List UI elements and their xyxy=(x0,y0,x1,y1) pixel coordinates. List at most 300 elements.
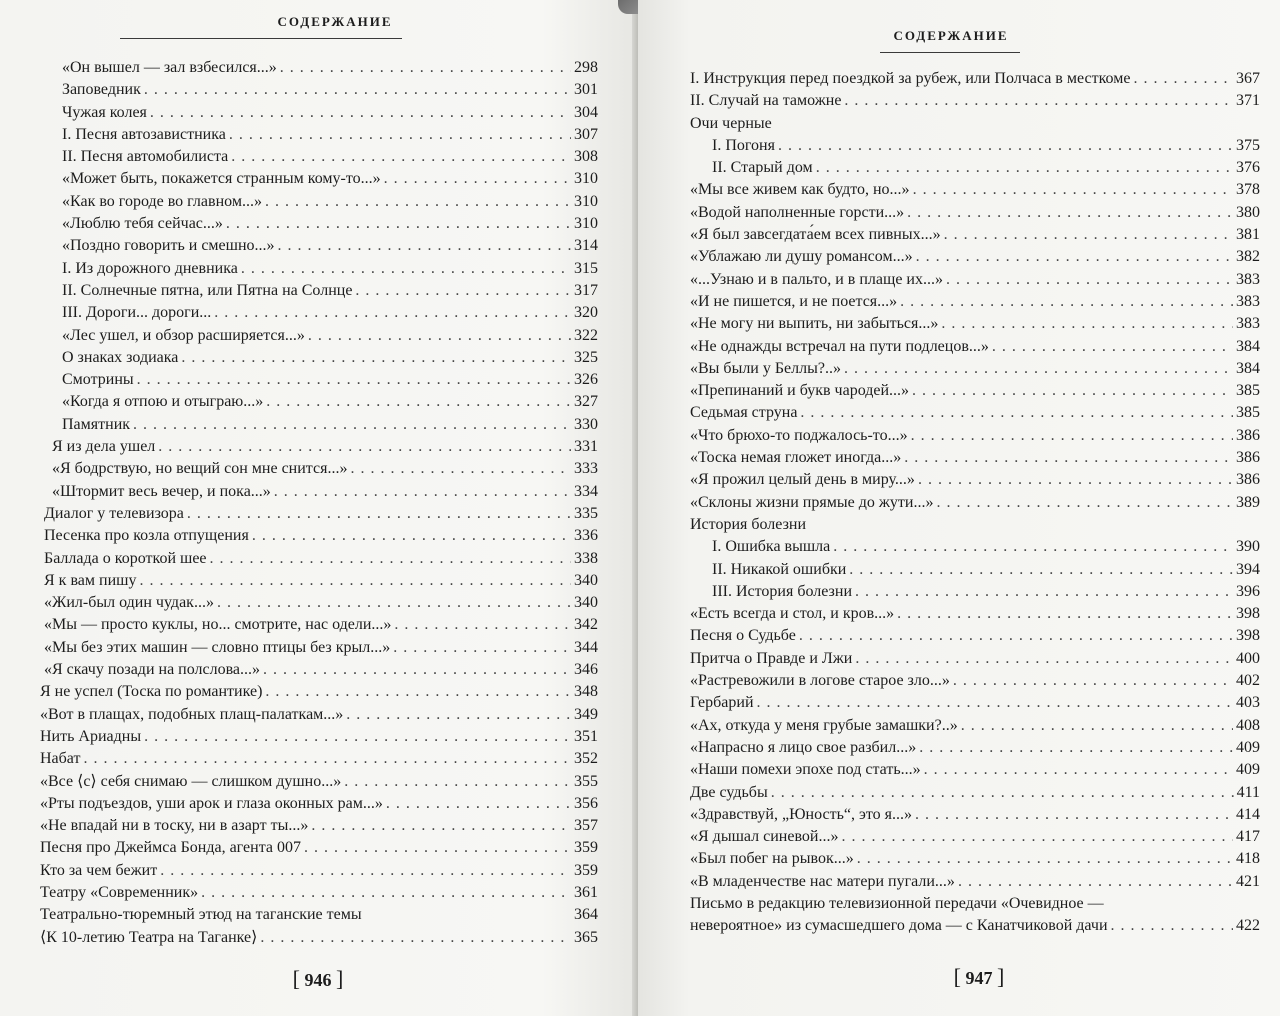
toc-leader-dots xyxy=(913,179,1233,201)
toc-leader-dots xyxy=(229,124,571,146)
toc-entry xyxy=(690,157,1260,179)
toc-entry xyxy=(690,202,1260,224)
toc-entry-title: Театрально-тюремный этюд на таганские темы xyxy=(40,906,362,924)
toc-entry xyxy=(40,592,598,614)
toc-leader-dots xyxy=(911,425,1233,447)
toc-entry xyxy=(40,458,598,480)
toc-entry xyxy=(40,882,598,904)
toc-entry-title: Седьмая струна xyxy=(690,404,798,422)
toc-entry xyxy=(40,525,598,547)
toc-leader-dots xyxy=(393,637,571,659)
toc-entry-title: Набат xyxy=(40,750,81,768)
toc-entry-page: 421 xyxy=(1236,872,1260,890)
toc-entry xyxy=(690,224,1260,246)
toc-leader-dots xyxy=(214,302,571,324)
toc-entry-title: «Штормит весь вечер, и пока...» xyxy=(52,482,271,500)
toc-leader-dots xyxy=(757,692,1234,714)
toc-entry-title: II. Случай на таможне xyxy=(690,92,842,110)
toc-entry-page: 352 xyxy=(574,750,598,768)
toc-entry-title: II. Песня автомобилиста xyxy=(62,148,229,166)
toc-leader-dots xyxy=(263,659,571,681)
toc-entry xyxy=(40,146,598,168)
toc-entry-page: 409 xyxy=(1236,761,1260,779)
toc-leader-dots xyxy=(924,759,1233,781)
toc-entry xyxy=(690,848,1260,870)
toc-entry xyxy=(690,291,1260,313)
toc-entry-title: «Когда я отпою и отыграю...» xyxy=(62,393,264,411)
toc-entry-page: 334 xyxy=(574,482,598,500)
toc-entry xyxy=(690,402,1260,424)
toc-entry-page: 326 xyxy=(574,371,598,389)
toc-entry-title: II. Никакой ошибки xyxy=(712,560,847,578)
toc-entry-page: 375 xyxy=(1236,136,1260,154)
toc-entry-title: «Все ⟨с⟩ себя снимаю — слишком душно...» xyxy=(40,772,342,790)
toc-entry-page: 356 xyxy=(574,794,598,812)
toc-entry-page: 330 xyxy=(574,415,598,433)
toc-entry-page: 383 xyxy=(1236,292,1260,310)
toc-entry-title: «В младенчестве нас матери пугали...» xyxy=(690,872,955,890)
toc-entry-title: I. Из дорожного дневника xyxy=(62,259,238,277)
toc-leader-dots xyxy=(252,525,571,547)
toc-leader-dots xyxy=(158,436,571,458)
page-number-left-value: 946 xyxy=(304,970,332,990)
toc-entry-page: 384 xyxy=(1236,359,1260,377)
toc-entry-title: «Мы все живем как будто, но...» xyxy=(690,181,910,199)
toc-entry xyxy=(690,625,1260,647)
toc-entry-title: «Лес ушел, и обзор расширяется...» xyxy=(62,326,305,344)
toc-entry-title: Притча о Правде и Лжи xyxy=(690,649,853,667)
toc-leader-dots xyxy=(160,860,571,882)
toc-entry xyxy=(690,715,1260,737)
toc-leader-dots xyxy=(855,648,1233,670)
toc-entry xyxy=(40,815,598,837)
toc-entry xyxy=(690,804,1260,826)
toc-entry-page: 327 xyxy=(574,393,598,411)
toc-leader-dots xyxy=(953,670,1233,692)
toc-entry-title: «Я дышал синевой...» xyxy=(690,828,839,846)
toc-entry-title: Я из дела ушел xyxy=(52,438,156,456)
toc-entry-page: 310 xyxy=(574,192,598,210)
toc-entry-page: 355 xyxy=(574,772,598,790)
toc-leader-dots xyxy=(308,325,571,347)
toc-entry-title: «Он вышел — зал взбесился...» xyxy=(62,59,277,76)
toc-entry-title: История болезни xyxy=(690,515,807,533)
toc-entry xyxy=(40,235,598,257)
toc-entry-page: 357 xyxy=(574,817,598,835)
toc-leader-dots xyxy=(897,603,1233,625)
toc-entry xyxy=(690,113,1260,135)
toc-entry-page: 384 xyxy=(1236,337,1260,355)
toc-entry xyxy=(690,179,1260,201)
toc-entry-page: 320 xyxy=(574,304,598,322)
toc-leader-dots xyxy=(936,492,1233,514)
toc-entry-title: «Я был завсегдата́ем всех пивных...» xyxy=(690,226,941,244)
running-head-rule-left xyxy=(120,38,402,39)
toc-leader-dots xyxy=(946,269,1233,291)
toc-entry-title: I. Песня автозавистника xyxy=(62,125,226,143)
toc-entry-page: 385 xyxy=(1236,404,1260,422)
page-number-right: [ 947 ] xyxy=(953,964,1005,989)
toc-entry-title: I. Инструкция перед поездкой за рубеж, или Полчаса в месткоме xyxy=(690,70,1131,87)
toc-entry-title: ⟨К 10-летию Театра на Таганке⟩ xyxy=(40,928,258,946)
toc-entry xyxy=(690,536,1260,558)
toc-entry-title: «Вот в плащах, подобных плащ-палаткам...» xyxy=(40,705,344,723)
toc-entry xyxy=(40,325,598,347)
toc-entry xyxy=(690,68,1260,90)
toc-entry-page: 364 xyxy=(574,906,598,924)
toc-entry xyxy=(40,503,598,525)
toc-entry-page: 411 xyxy=(1236,783,1260,801)
toc-entry-page: 422 xyxy=(1236,917,1260,935)
toc-leader-dots xyxy=(346,704,571,726)
toc-entry-title: «Был побег на рывок...» xyxy=(690,850,854,868)
toc-leader-dots xyxy=(278,235,571,257)
toc-entry-title: «Что брюхо-то поджалось-то...» xyxy=(690,426,908,444)
toc-entry-title: «Ах, откуда у меня грубые замашки?..» xyxy=(690,716,958,734)
toc-entry xyxy=(40,927,598,949)
toc-entry-page: 385 xyxy=(1236,382,1260,400)
toc-leader-dots xyxy=(217,592,571,614)
toc-entry-page: 409 xyxy=(1236,738,1260,756)
toc-entry-title: «Поздно говорить и смешно...» xyxy=(62,237,275,255)
toc-entry-title: «Не могу ни выпить, ни забыться...» xyxy=(690,315,939,333)
toc-entry xyxy=(690,246,1260,268)
toc-entry-page: 390 xyxy=(1236,538,1260,556)
toc-entry xyxy=(690,670,1260,692)
toc-entry-title: Памятник xyxy=(62,415,131,433)
toc-leader-dots xyxy=(844,90,1233,112)
toc-entry-page: 418 xyxy=(1236,850,1260,868)
toc-leader-dots xyxy=(1111,915,1234,937)
toc-leader-dots xyxy=(241,258,571,280)
toc-leader-dots xyxy=(181,347,571,369)
toc-leader-dots xyxy=(201,882,571,904)
toc-entry xyxy=(40,258,598,280)
toc-entry xyxy=(40,748,598,770)
toc-entry xyxy=(690,514,1260,536)
toc-leader-dots xyxy=(961,715,1233,737)
toc-entry-page: 301 xyxy=(574,81,598,99)
toc-leader-dots xyxy=(778,135,1233,157)
toc-entry xyxy=(690,603,1260,625)
toc-entry-page: 325 xyxy=(574,348,598,366)
left-page xyxy=(0,0,638,1016)
toc-entry-title: III. История болезни xyxy=(712,582,852,600)
toc-leader-dots xyxy=(139,570,571,592)
toc-entry-page: 383 xyxy=(1236,270,1260,288)
toc-leader-dots xyxy=(915,804,1233,826)
toc-leader-dots xyxy=(350,458,571,480)
running-head-rule-right xyxy=(880,52,1020,53)
toc-entry-page: 408 xyxy=(1236,716,1260,734)
toc-leader-dots xyxy=(800,402,1233,424)
toc-leader-dots xyxy=(137,369,571,391)
toc-leader-dots xyxy=(958,871,1233,893)
toc-entry-title: «Здравствуй, „Юность“, это я...» xyxy=(690,805,912,823)
toc-entry-page: 331 xyxy=(574,438,598,456)
toc-entry-page: 386 xyxy=(1236,449,1260,467)
toc-entry-page: 376 xyxy=(1236,159,1260,177)
toc-entry xyxy=(690,692,1260,714)
toc-leader-dots xyxy=(144,726,571,748)
toc-entry-page: 333 xyxy=(574,460,598,478)
toc-entry-title: I. Погоня xyxy=(712,136,775,154)
toc-entry xyxy=(690,737,1260,759)
toc-entry-title: Чужая колея xyxy=(62,103,147,121)
toc-leader-dots xyxy=(1133,68,1233,90)
toc-leader-dots xyxy=(900,291,1233,313)
toc-leader-dots xyxy=(210,548,571,570)
toc-leader-dots xyxy=(265,681,571,703)
toc-leader-dots xyxy=(771,782,1234,804)
toc-entry-page: 367 xyxy=(1236,70,1260,87)
toc-entry xyxy=(40,280,598,302)
toc-entry-page: 400 xyxy=(1236,649,1260,667)
toc-entry-title: «Растревожили в логове старое зло...» xyxy=(690,672,950,690)
toc-entry xyxy=(40,436,598,458)
toc-leader-dots xyxy=(384,168,571,190)
toc-leader-dots xyxy=(849,559,1233,581)
toc-entry xyxy=(690,447,1260,469)
toc-entry-title: Баллада о короткой шее xyxy=(44,549,207,567)
toc-entry-page: 314 xyxy=(574,237,598,255)
toc-entry xyxy=(690,559,1260,581)
toc-leader-dots xyxy=(304,837,571,859)
toc-leader-dots xyxy=(833,536,1233,558)
toc-entry xyxy=(690,826,1260,848)
toc-entry xyxy=(40,570,598,592)
toc-entry-page: 396 xyxy=(1236,582,1260,600)
toc-entry-page: 417 xyxy=(1236,828,1260,846)
toc-leader-dots xyxy=(992,336,1233,358)
toc-leader-dots xyxy=(918,469,1233,491)
toc-leader-dots xyxy=(816,157,1233,179)
toc-entry xyxy=(40,213,598,235)
toc-entry-page: 371 xyxy=(1236,92,1260,110)
toc-entry xyxy=(40,79,598,101)
toc-entry-title: Заповедник xyxy=(62,81,141,99)
toc-entry xyxy=(690,425,1260,447)
toc-entry xyxy=(40,704,598,726)
toc-entry-page: 386 xyxy=(1236,426,1260,444)
toc-entry xyxy=(690,380,1260,402)
toc-entry-page: 359 xyxy=(574,861,598,879)
toc-entry xyxy=(690,358,1260,380)
toc-left xyxy=(40,57,598,949)
toc-entry-page: 351 xyxy=(574,727,598,745)
page-number-left: [ 946 ] xyxy=(292,966,344,991)
toc-entry xyxy=(690,581,1260,603)
toc-entry-title: «Вы были у Беллы?..» xyxy=(690,359,841,377)
toc-entry-title: Смотрины xyxy=(62,371,134,389)
toc-leader-dots xyxy=(907,202,1233,224)
toc-entry-page: 308 xyxy=(574,148,598,166)
toc-entry-title: «Не однажды встречал на пути подлецов...» xyxy=(690,337,989,355)
toc-entry-page: 317 xyxy=(574,281,598,299)
toc-entry xyxy=(40,302,598,324)
toc-entry-page: 336 xyxy=(574,527,598,545)
toc-entry xyxy=(40,548,598,570)
toc-leader-dots xyxy=(355,280,571,302)
toc-entry-title: Гербарий xyxy=(690,694,754,712)
toc-leader-dots xyxy=(260,927,571,949)
toc-leader-dots xyxy=(941,313,1233,335)
toc-entry xyxy=(40,369,598,391)
toc-entry xyxy=(690,90,1260,112)
toc-entry-title: Песня о Судьбе xyxy=(690,627,796,645)
toc-entry-title: «Водой наполненные горсти...» xyxy=(690,203,905,221)
toc-entry-title: Очи черные xyxy=(690,114,772,132)
toc-entry-title: Письмо в редакцию телевизионной передачи «Очевидное — xyxy=(690,894,1104,912)
toc-entry xyxy=(40,904,598,926)
toc-entry-page: 346 xyxy=(574,661,598,679)
toc-entry-page: 359 xyxy=(574,839,598,857)
toc-entry-page: 389 xyxy=(1236,493,1260,511)
toc-leader-dots xyxy=(280,57,571,79)
toc-leader-dots xyxy=(904,447,1233,469)
toc-leader-dots xyxy=(150,102,571,124)
toc-entry-title: «Рты подъездов, уши арок и глаза оконных рам...» xyxy=(40,794,383,812)
toc-entry-title: Песенка про козла отпущения xyxy=(44,527,249,545)
toc-entry-title: Песня про Джеймса Бонда, агента 007 xyxy=(40,839,301,857)
toc-entry-title: «Жил-был один чудак...» xyxy=(44,594,214,612)
toc-entry-title: Я к вам пишу xyxy=(44,571,137,589)
toc-entry xyxy=(40,347,598,369)
toc-entry xyxy=(40,771,598,793)
toc-entry-page: 398 xyxy=(1236,605,1260,623)
toc-entry-title: «Не впадай ни в тоску, ни в азарт ты...» xyxy=(40,817,309,835)
toc-right xyxy=(690,68,1260,938)
page-number-right-value: 947 xyxy=(965,968,993,988)
toc-entry-title: О знаках зодиака xyxy=(62,348,179,366)
toc-entry xyxy=(690,469,1260,491)
toc-entry-page: 414 xyxy=(1236,805,1260,823)
toc-entry xyxy=(40,481,598,503)
toc-entry xyxy=(40,391,598,413)
toc-entry xyxy=(40,637,598,659)
toc-entry-page: 310 xyxy=(574,215,598,233)
toc-entry xyxy=(690,782,1260,804)
toc-leader-dots xyxy=(386,793,571,815)
toc-entry-page: 394 xyxy=(1236,560,1260,578)
toc-leader-dots xyxy=(912,380,1233,402)
toc-entry-page: 403 xyxy=(1236,694,1260,712)
toc-leader-dots xyxy=(311,815,571,837)
toc-leader-dots xyxy=(344,771,571,793)
toc-leader-dots xyxy=(226,213,571,235)
toc-entry-page: 344 xyxy=(574,638,598,656)
toc-entry-title: невероятное» из сумасшедшего дома — с Канатчиковой дачи xyxy=(690,917,1108,935)
toc-entry-page: 307 xyxy=(574,125,598,143)
toc-entry xyxy=(690,893,1260,915)
toc-entry xyxy=(690,648,1260,670)
toc-entry-page: 342 xyxy=(574,616,598,634)
toc-entry-page: 386 xyxy=(1236,471,1260,489)
toc-entry-title: Я не успел (Тоска по романтике) xyxy=(40,683,263,701)
toc-entry-title: «Мы без этих машин — словно птицы без крыл...» xyxy=(44,638,391,656)
toc-entry-page: 349 xyxy=(574,705,598,723)
toc-entry-page: 340 xyxy=(574,571,598,589)
toc-entry xyxy=(40,168,598,190)
right-page xyxy=(638,0,1280,1016)
toc-leader-dots xyxy=(916,246,1233,268)
toc-entry-page: 315 xyxy=(574,259,598,277)
toc-entry-title: «Есть всегда и стол, и кров...» xyxy=(690,605,895,623)
toc-leader-dots xyxy=(919,737,1233,759)
toc-entry-title: III. Дороги... дороги... xyxy=(62,304,212,322)
toc-leader-dots xyxy=(265,191,571,213)
toc-entry-page: 322 xyxy=(574,326,598,344)
toc-entry xyxy=(40,726,598,748)
toc-entry-title: «Люблю тебя сейчас...» xyxy=(62,215,223,233)
toc-leader-dots xyxy=(133,414,571,436)
toc-leader-dots xyxy=(394,614,571,636)
toc-entry xyxy=(40,614,598,636)
toc-entry-page: 398 xyxy=(1236,627,1260,645)
toc-leader-dots xyxy=(266,391,571,413)
toc-entry-title: Театру «Современник» xyxy=(40,883,199,901)
toc-entry-page: 340 xyxy=(574,594,598,612)
toc-entry-title: Две судьбы xyxy=(690,783,768,801)
toc-entry-title: «Склоны жизни прямые до жути...» xyxy=(690,493,934,511)
toc-entry-title: «Я прожил целый день в миру...» xyxy=(690,471,915,489)
toc-leader-dots xyxy=(144,79,571,101)
toc-entry xyxy=(690,915,1260,937)
toc-leader-dots xyxy=(274,481,571,503)
toc-entry xyxy=(40,681,598,703)
toc-leader-dots xyxy=(187,503,571,525)
toc-entry-page: 383 xyxy=(1236,315,1260,333)
toc-entry-page: 365 xyxy=(574,928,598,946)
toc-entry xyxy=(690,759,1260,781)
toc-entry-title: «Мы — просто куклы, но... смотрите, нас одели...» xyxy=(44,616,392,634)
toc-leader-dots xyxy=(841,826,1233,848)
toc-entry xyxy=(40,414,598,436)
toc-leader-dots xyxy=(944,224,1233,246)
toc-entry xyxy=(690,269,1260,291)
toc-entry-title: «Напрасно я лицо свое разбил...» xyxy=(690,738,917,756)
toc-entry xyxy=(40,837,598,859)
toc-entry xyxy=(40,793,598,815)
toc-entry-page: 381 xyxy=(1236,226,1260,244)
toc-entry-title: «Наши помехи эпохе под стать...» xyxy=(690,761,921,779)
toc-entry-title: Кто за чем бежит xyxy=(40,861,158,879)
toc-entry-page: 380 xyxy=(1236,203,1260,221)
toc-entry-title: «...Узнаю и в пальто, и в плаще их...» xyxy=(690,270,943,288)
toc-leader-dots xyxy=(799,625,1233,647)
toc-entry-title: Нить Ариадны xyxy=(40,727,142,745)
toc-leader-dots xyxy=(855,581,1233,603)
toc-entry-title: II. Солнечные пятна, или Пятна на Солнце xyxy=(62,281,353,299)
toc-entry xyxy=(690,135,1260,157)
toc-entry-title: «Я скачу позади на полслова...» xyxy=(44,661,261,679)
toc-entry-page: 382 xyxy=(1236,248,1260,266)
toc-entry xyxy=(690,313,1260,335)
toc-entry xyxy=(690,492,1260,514)
toc-leader-dots xyxy=(83,748,571,770)
toc-entry-title: II. Старый дом xyxy=(712,159,813,177)
running-head-left: СОДЕРЖАНИЕ xyxy=(277,14,393,29)
toc-entry-page: 348 xyxy=(574,683,598,701)
toc-entry xyxy=(40,124,598,146)
toc-entry-page: 338 xyxy=(574,549,598,567)
toc-entry-title: Диалог у телевизора xyxy=(44,504,184,522)
toc-entry-page: 304 xyxy=(574,103,598,121)
toc-entry-title: I. Ошибка вышла xyxy=(712,538,831,556)
toc-entry xyxy=(40,659,598,681)
running-head-right: СОДЕРЖАНИЕ xyxy=(893,28,1009,43)
toc-entry-title: «И не пишется, и не поется...» xyxy=(690,292,898,310)
